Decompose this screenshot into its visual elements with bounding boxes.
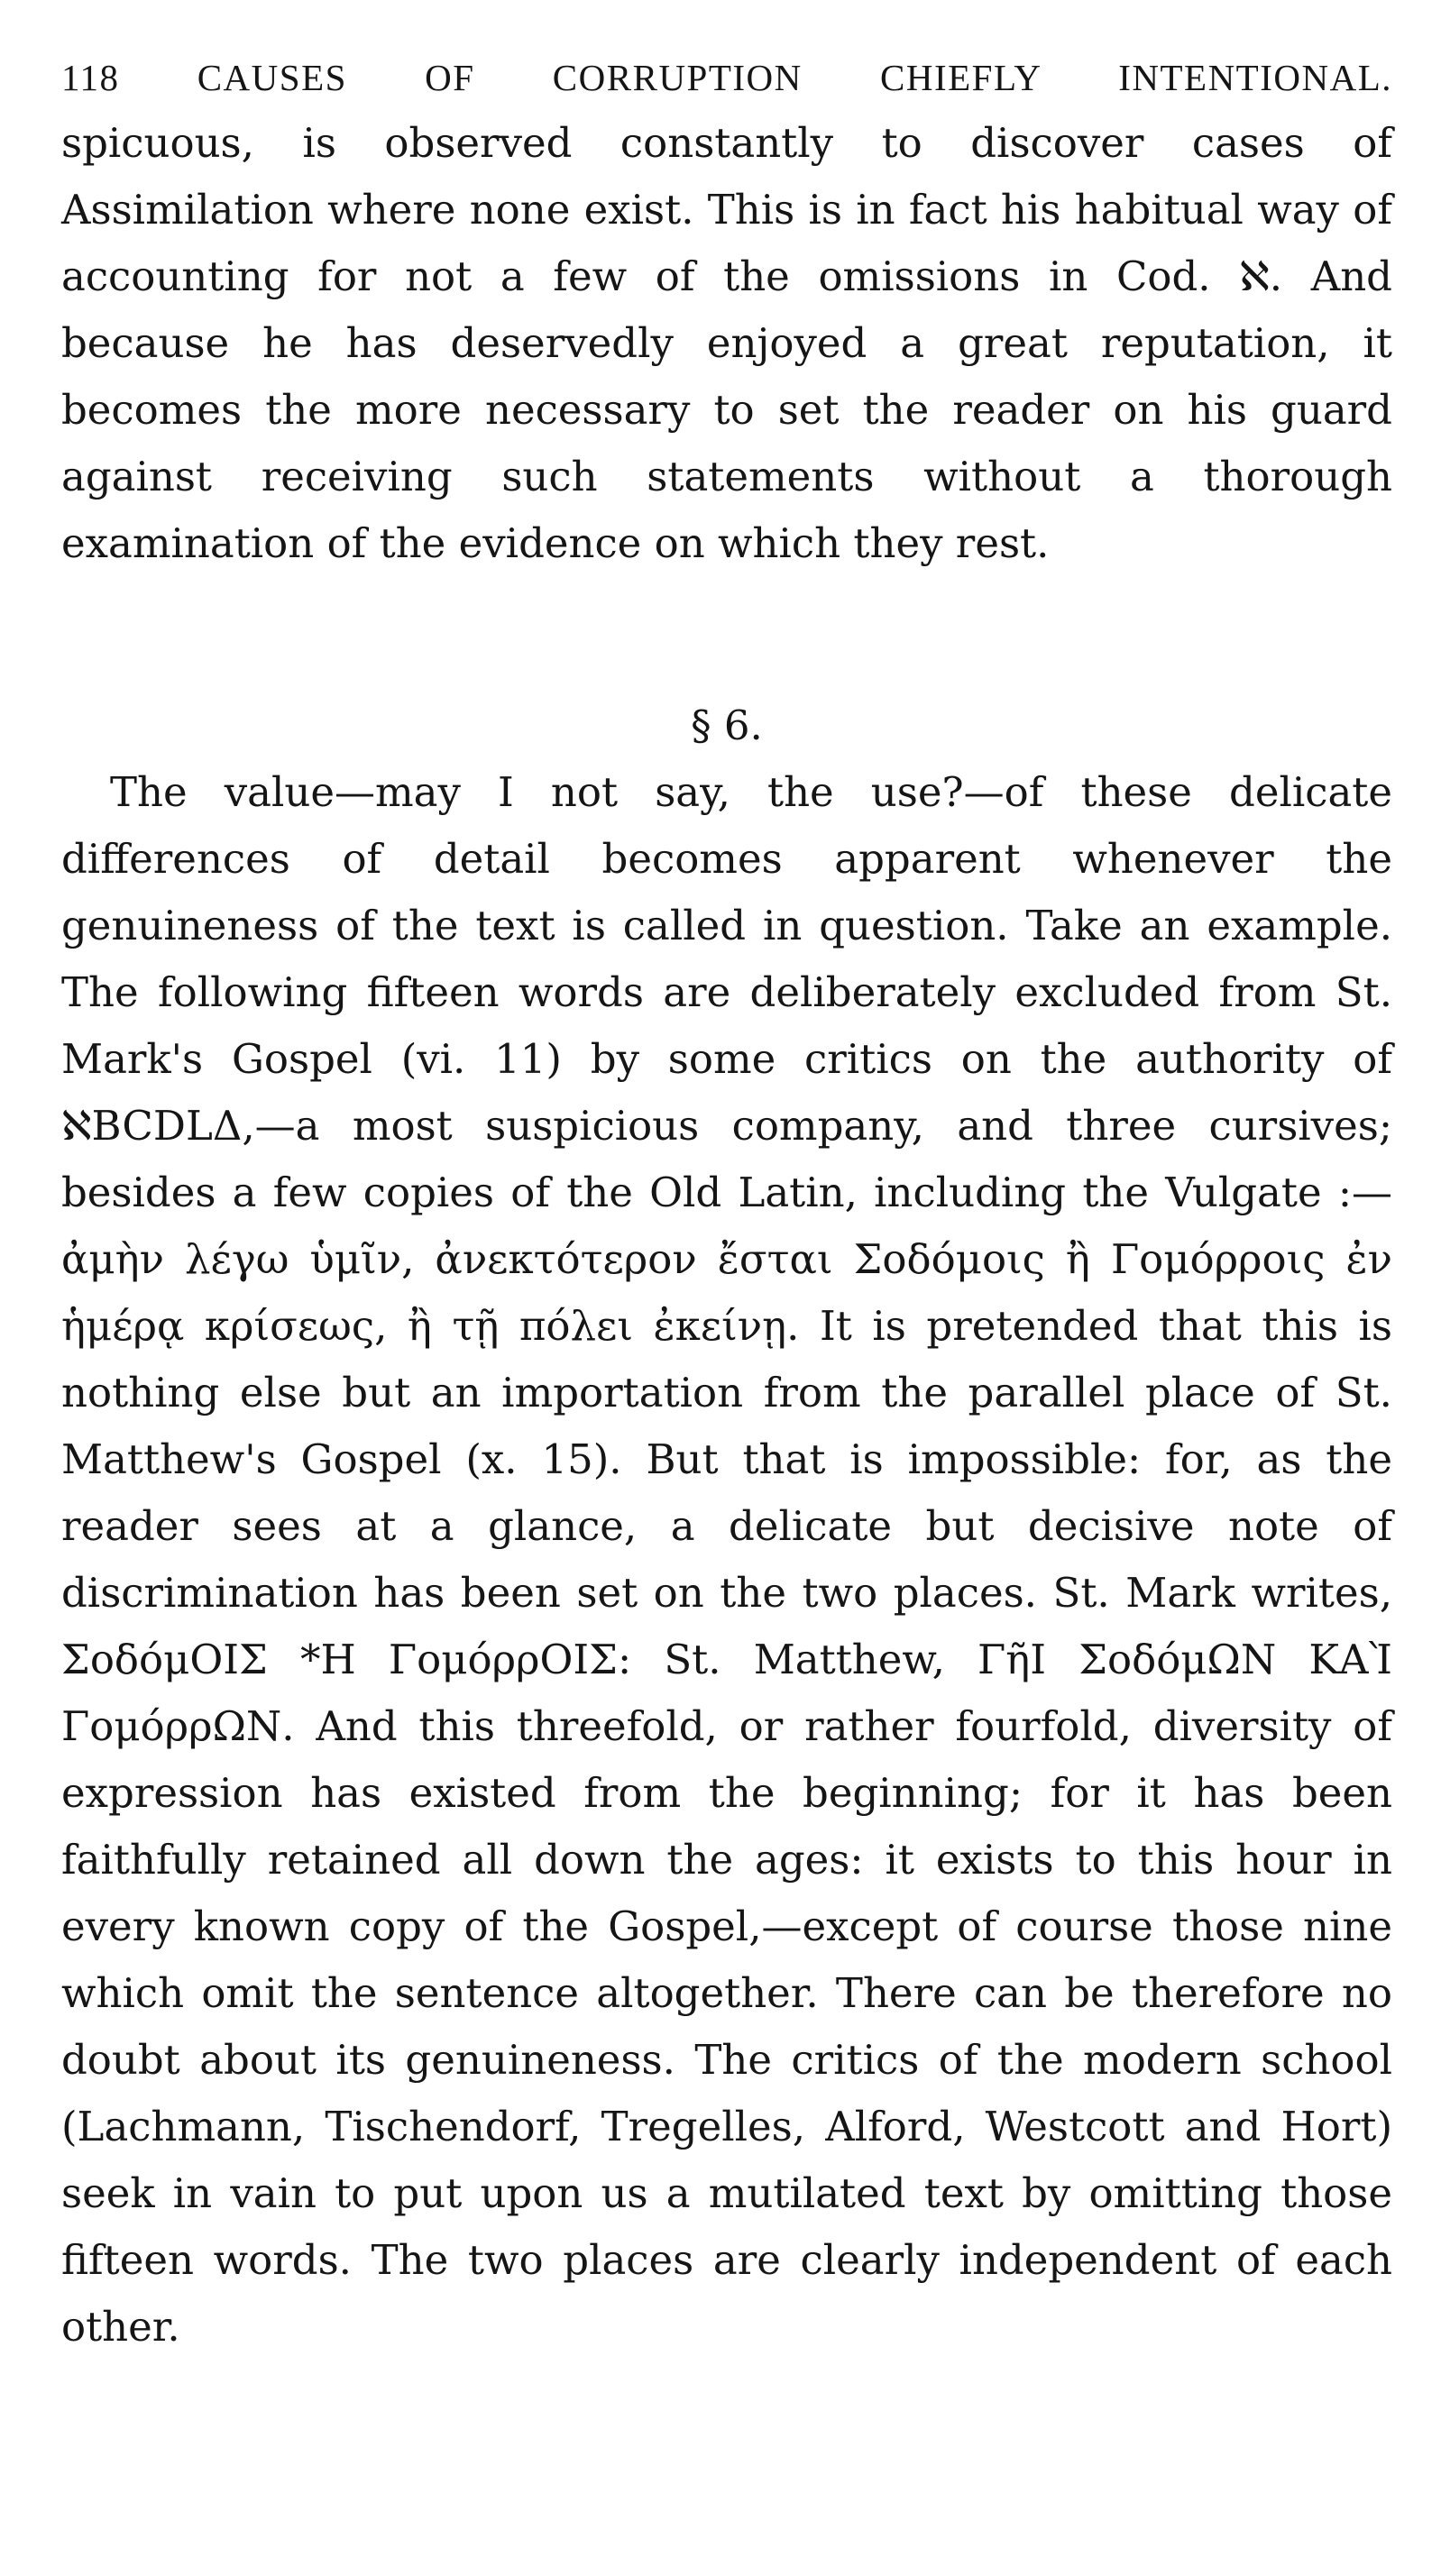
paragraph-continuation: spicuous, is observed constantly to discover cases of Assimilation where none exist. This is in fact his habitual way of accounting for not a few of the omissions in Cod. ℵ. And because he has deservedly enjoyed a great reputation, it becomes the more necessary to set the reader on his guard against receiving such statements without a thorough examination of the evidence on which they rest. [61, 119, 1392, 567]
paragraph-section-6: The value—may I not say, the use?—of these delicate differences of detail becomes apparent whenever the genuineness of the text is called in question. Take an example. The following fifteen words are deliberately excluded from St. Mark's Gospel (vi. 11) by some critics on the authority of ℵBCDLΔ,—a most suspicious company, and three cursives; besides a few copies of the Old Latin, including the Vulgate :—ἀμὴν λέγω ὑμῖν, ἀνεκτότερον ἔσται Σοδόμοις ἢ Γομόρροις ἐν ἡμέρᾳ κρίσεως, ἢ τῇ πόλει ἐκείνῃ. It is pretended that this is nothing else but an importation from the parallel place of St. Matthew's Gospel (x. 15). But that is impossible: for, as the reader sees at a glance, a delicate but decisive note of discrimination has been set on the two places. St. Mark writes, ΣοδόμΟΙΣ *Η ΓομόρρΟΙΣ: St. Matthew, ΓῆΙ ΣοδόμΩΝ ΚΑῚ ΓομόρρΩΝ. And this threefold, or rather fourfold, diversity of expression has existed from the beginning; for it has been faithfully retained all down the ages: it exists to this hour in every known copy of the Gospel,—except of course those nine which omit the sentence altogether. There can be therefore no doubt about its genuineness. The critics of the modern school (Lachmann, Tischendorf, Tregelles, Alford, Westcott and Hort) seek in vain to put upon us a mutilated text by omitting those fifteen words. The two places are clearly independent of each other. [61, 768, 1392, 2351]
book-page [61, 45, 1392, 2361]
main-text [61, 110, 1392, 2361]
running-header: 118 CAUSES OF CORRUPTION CHIEFLY INTENTIONAL. [61, 57, 1392, 98]
section-heading: § 6. [691, 701, 763, 749]
